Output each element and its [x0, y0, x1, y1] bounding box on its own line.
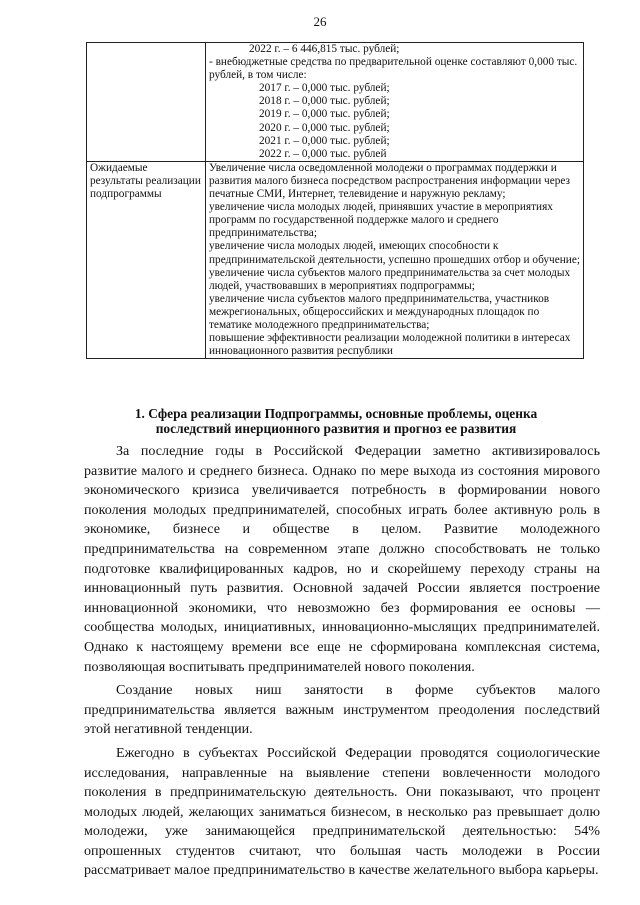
results-content-cell	[206, 161, 584, 358]
body-paragraph: За последние годы в Российской Федерации заметно активизировалось развитие малого и среднего бизнеса. Однако по мере выхода из состояния мирового экономического кризиса увеличивается потребность в формировании нового поколения молодых предпринимателей, способных играть более активную роль в экономике, бизнесе и обществе в целом. Развитие молодежного предпринимательства на современном этапе должно способствовать не только подготовке квалифицированных кадров, но и скорейшему переходу страны на инновационный путь развития. Основной задачей России является построение инновационной экономики, что невозможно без формирования ее основы — сообщества молодых, инициативных, инновационно-мыслящих предпринимателей. Однако к настоящему времени все еще не сформирована комплексная система, позволяющая воспитывать предпринимателей нового поколения.	[84, 443, 600, 675]
table-row-finance	[87, 43, 584, 162]
results-label-cell: Ожидаемые результаты реализации подпрограммы	[87, 161, 206, 358]
body-paragraph: Создание новых ниш занятости в форме субъектов малого предпринимательства является важным инструментом преодоления последствий этой негативной тенденции.	[84, 682, 600, 738]
result-item: Увеличение числа осведомленной молодежи о программах поддержки и развития малого бизнеса посредством распространения информации через печатные СМИ, Интернет, телевидение и наружную рекламу;	[209, 161, 571, 201]
table-row-results	[87, 161, 584, 358]
result-item: увеличение числа субъектов малого предпринимательства, участников межрегиональных, общероссийских и международных площадок по тематике молодежного предпринимательства;	[209, 292, 550, 331]
result-item: увеличение числа молодых людей, имеющих способности к предпринимательской деятельности, успешно прошедших отбор и обучение;	[209, 240, 580, 266]
finance-content-cell	[206, 43, 584, 162]
section-heading: 1. Сфера реализации Подпрограммы, основные проблемы, оценка последствий инерционного развития и прогноз ее развития	[134, 406, 538, 436]
year-line: 2018 г. – 0,000 тыс. рублей;	[259, 95, 390, 108]
result-item: увеличение числа молодых людей, принявших участие в мероприятиях программ по государственной поддержке малого и среднего предпринимательства;	[209, 201, 553, 240]
year-line: 2019 г. – 0,000 тыс. рублей;	[259, 108, 390, 121]
year-line: 2022 г. – 0,000 тыс. рублей	[259, 147, 387, 160]
finance-label-cell	[87, 43, 206, 162]
extrabudget-line: - внебюджетные средства по предварительной оценке составляют 0,000 тыс. рублей, в том числе:	[209, 56, 578, 82]
section-body	[84, 442, 600, 885]
year-line: 2021 г. – 0,000 тыс. рублей;	[259, 134, 390, 147]
year-line: 2020 г. – 0,000 тыс. рублей;	[259, 121, 390, 134]
body-paragraph: Ежегодно в субъектах Российской Федерации проводятся социологические исследования, направленные на выявление степени вовлеченности молодого поколения в предпринимательскую деятельность. Они показывают, что процент молодых людей, желающих заниматься бизнесом, в несколько раз превышает долю молодежи, уже занимающейся предпринимательской деятельностью: 54% опрошенных студентов считают, что большая часть молодежи в России рассматривает малое предпринимательство в качестве желательного выбора карьеры.	[84, 744, 600, 879]
page-number: 26	[313, 14, 327, 29]
result-item: повышение эффективности реализации молодежной политики в интересах инновационного развития республики	[209, 332, 571, 358]
finance-line-2022: 2022 г. – 6 446,815 тыс. рублей;	[249, 43, 400, 55]
passport-table	[86, 42, 584, 359]
year-line: 2017 г. – 0,000 тыс. рублей;	[259, 82, 390, 95]
result-item: увеличение числа субъектов малого предпринимательства за счет молодых людей, участвовавших в мероприятиях подпрограммы;	[209, 266, 571, 292]
